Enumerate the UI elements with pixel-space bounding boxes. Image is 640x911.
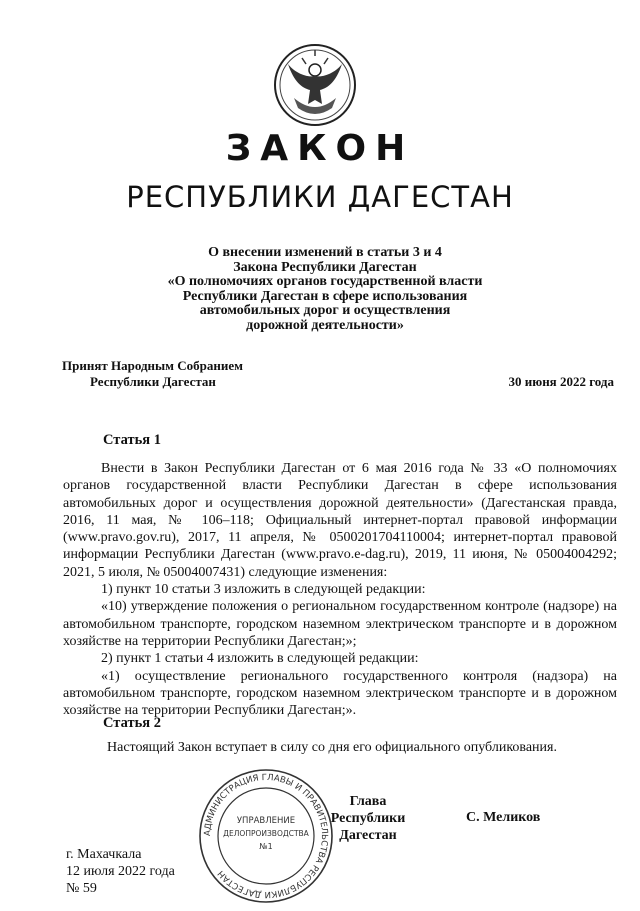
stamp-line-2: ДЕЛОПРОИЗВОДСТВА — [223, 829, 309, 838]
heading-line: автомобильных дорог и осуществления — [199, 303, 451, 319]
signing-date: 12 июля 2022 года — [66, 864, 175, 879]
adoption-date: 30 июня 2022 года — [508, 374, 614, 389]
law-number: № 59 — [66, 881, 97, 896]
place-and-date — [66, 846, 175, 897]
heading-line: Закона Республики Дагестан — [233, 259, 417, 275]
stamp-line-1: УПРАВЛЕНИЕ — [236, 816, 296, 826]
city: г. Махачкала — [66, 847, 142, 862]
official-stamp — [196, 766, 336, 906]
article-2-title: Статья 2 — [103, 715, 161, 731]
article-1-intro: Внести в Закон Республики Дагестан от 6 мая 2016 года № 33 «О полномочиях органов государственной власти Республики Дагестан в сфере использования автомобильных дорог и осуществления дорожной деятельности» (Дагестанская правда, 2016, 11 мая, № 106–118; Официальный интернет-портал правовой информации (www.pravo.gov.ru), 2017, 11 апреля, № 0500201704110004; интернет-портал правовой информации Республики Дагестан (www.pravo.e-dag.ru), 2019, 11 июня, № 05004004292; 2021, 5 июля, № 05004007431) следующие изменения: — [63, 461, 617, 580]
law-heading — [90, 246, 560, 334]
heading-line: Республики Дагестан в сфере использования — [182, 288, 468, 304]
stamp-seal-icon — [196, 766, 336, 906]
signatory-title-line1: Глава — [349, 794, 387, 809]
signatory-name: С. Меликов — [466, 810, 541, 825]
signatory-title — [320, 793, 416, 844]
article-1-item-2: 2) пункт 1 статьи 4 изложить в следующей редакции: — [101, 651, 419, 667]
law-subtitle: РЕСПУБЛИКИ ДАГЕСТАН — [126, 180, 514, 214]
article-2-text: Настоящий Закон вступает в силу со дня его официального опубликования. — [107, 740, 557, 755]
heading-line: О внесении изменений в статьи 3 и 4 — [208, 245, 442, 260]
adoption-info — [62, 358, 243, 390]
article-1-title: Статья 1 — [103, 432, 161, 448]
law-title: ЗАКОН — [225, 128, 415, 169]
signatory-title-line2: Республики Дагестан — [330, 811, 406, 843]
heading-line: «О полномочиях органов государственной власти — [167, 274, 483, 290]
stamp-line-3: №1 — [259, 842, 273, 851]
dagestan-coat-of-arms-icon — [272, 42, 358, 128]
adopted-by-line2: Республики Дагестан — [90, 374, 216, 389]
adopted-by-line1: Принят Народным Собранием — [62, 358, 244, 373]
stamp-ring-text: АДМИНИСТРАЦИЯ ГЛАВЫ И ПРАВИТЕЛЬСТВА РЕСПУБЛИКИ ДАГЕСТАН — [202, 772, 330, 900]
article-1-item-2-text: «1) осуществление регионального государственного контроля (надзора) на автомобильном транспорте, городском наземном электрическом транспорте и в дорожном хозяйстве на территории Республики Дагестан;». — [63, 668, 617, 719]
article-1-body — [63, 460, 617, 719]
article-1-item-1-text: «10) утверждение положения о региональном государственном контроле (надзоре) на автомобильном транспорте, городском наземном электрическом транспорте и в дорожном хозяйстве на территории Республики Дагестан;»; — [63, 599, 617, 649]
coat-of-arms-emblem — [272, 42, 358, 128]
heading-line: дорожной деятельности» — [246, 317, 404, 333]
article-1-item-1: 1) пункт 10 статьи 3 изложить в следующей редакции: — [101, 582, 426, 598]
